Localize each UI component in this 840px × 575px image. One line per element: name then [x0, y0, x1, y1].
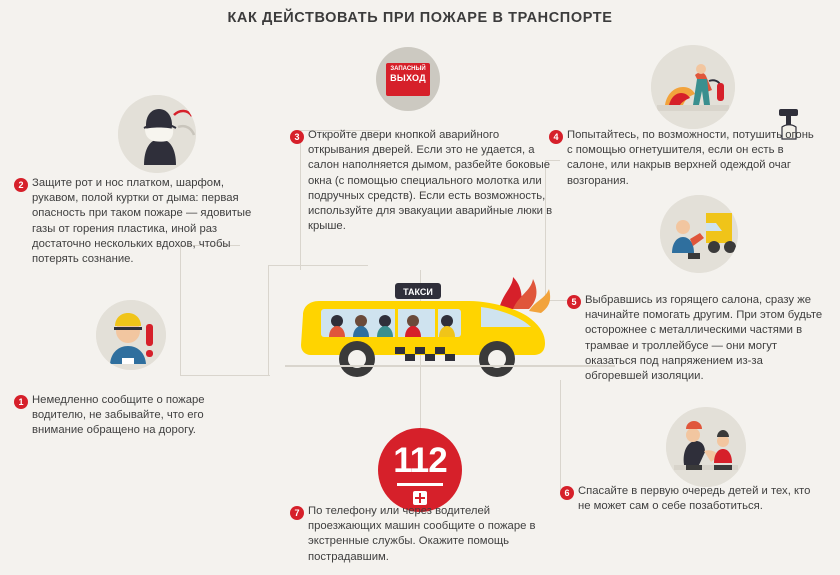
- emergency-number: 112: [393, 441, 447, 480]
- driver-warning-icon: [96, 300, 166, 370]
- step-number-1: 1: [14, 395, 28, 409]
- connector-line: [180, 375, 270, 376]
- step-text-5: Выбравшись из горящего салона, сразу же начинайте помогать другим. При этом будьте осторожнее с металлическими частями в трамвае и троллейбусе — они могут оказаться под напряжением из-за обгоревшей изоляции.: [585, 294, 823, 383]
- rescue-child-icon: [666, 407, 746, 487]
- step-text-2: Защите рот и нос платком, шарфом, рукавом, полой куртки от дыма: первая опасность при таком пожаре — ядовитые газы от горения пластика, иной раз достаточно нескольких вдохов, чтобы потерять сознание.: [32, 177, 252, 266]
- step-text-4: Попытайтесь, по возможности, потушить огонь с помощью огнетушителя, если он есть в салоне, или накрыв верхней одеждой очаг возгорания.: [567, 129, 814, 187]
- burning-minibus-illustration: [285, 255, 615, 405]
- emblem-divider: [397, 483, 443, 486]
- step-number-4: 4: [549, 130, 563, 144]
- extinguish-fire-icon: [651, 45, 735, 129]
- step-text-1: Немедленно сообщите о пожаре водителю, не забывайте, что его внимание обращено на дорогу.: [32, 394, 205, 437]
- call-emergency-services-icon: [378, 428, 462, 512]
- step-number-2: 2: [14, 178, 28, 192]
- step-number-5: 5: [567, 295, 581, 309]
- step-number-7: 7: [290, 506, 304, 520]
- step-number-6: 6: [560, 486, 574, 500]
- cover-mouth-icon: [118, 95, 196, 173]
- step-text-3: Откройте двери кнопкой аварийного открывания дверей. Если это не удается, а салон наполняется дымом, разбейте боковые окна (с помощью специального молотка или подручных средств). Если есть возможность, используйте для эвакуации аварийные люки в крыше.: [308, 129, 553, 233]
- step-number-3: 3: [290, 130, 304, 144]
- page-title: КАК ДЕЙСТВОВАТЬ ПРИ ПОЖАРЕ В ТРАНСПОРТЕ: [227, 10, 613, 26]
- connector-line: [268, 265, 269, 375]
- svg-text:ТАКСИ: ТАКСИ: [403, 287, 433, 297]
- exit-sign-line2: ВЫХОД: [390, 72, 426, 83]
- step-text-6: Спасайте в первую очередь детей и тех, кто не может сам о себе позаботиться.: [578, 485, 811, 513]
- help-others-evacuate-icon: [660, 195, 738, 273]
- emergency-exit-hammer-icon: [376, 47, 440, 111]
- step-text-7: По телефону или через водителей проезжающих машин сообщите о пожаре в экстренные службы. Окажите помощь пострадавшим.: [308, 505, 536, 563]
- exit-sign-line1: ЗАПАСНЫЙ: [390, 65, 426, 72]
- connector-line: [300, 130, 301, 270]
- medical-cross-icon: [413, 491, 427, 505]
